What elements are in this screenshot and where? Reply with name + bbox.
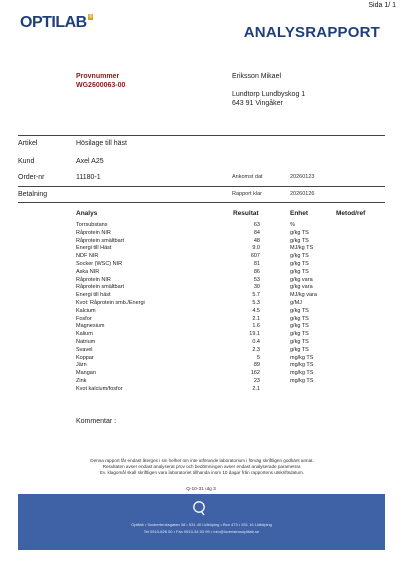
form-code: Q-10-31 utg 3	[186, 487, 216, 492]
analysis-unit: g/kg TS	[290, 323, 309, 330]
table-row	[0, 284, 402, 291]
analysis-name: Zink	[76, 378, 87, 384]
analysis-name: Energi till häst	[76, 292, 111, 299]
disclaimer-line: Resultaten avser endast analyserat prov och bedömningen avser endast analyserade parametrar.	[102, 464, 302, 469]
table-row	[0, 230, 402, 237]
rapport-klar-label: Rapport klar	[232, 191, 262, 197]
analysis-unit: g/kg TS	[290, 307, 309, 314]
column-header-metod: Metod/ref	[336, 210, 366, 217]
analysis-result: 5.7	[252, 292, 260, 299]
analysis-result: 9.0	[252, 245, 260, 252]
analysis-unit: g/kg TS	[290, 331, 309, 338]
comment-label: Kommentar :	[76, 418, 117, 425]
order-label: Order-nr	[18, 174, 45, 181]
analysis-name: Svavel	[76, 346, 93, 353]
table-row	[0, 261, 402, 268]
disclaimer-line: Denna rapport får endast återges i sin helhet om inte utförande laboratorium i förväg skriftligen godkänt annat.	[90, 458, 314, 463]
analysis-name: Råprotein smältbart	[76, 237, 124, 244]
column-header-analys: Analys	[76, 210, 98, 217]
analysis-unit: mg/kg TS	[290, 378, 314, 384]
table-row	[0, 292, 402, 299]
table-row	[0, 331, 402, 338]
column-header-resultat: Resultat	[233, 210, 259, 217]
analysis-result: 63	[253, 222, 260, 228]
analysis-result: 48	[253, 237, 260, 244]
analysis-result: 84	[253, 229, 260, 236]
analysis-unit: mg/kg TS	[290, 370, 314, 377]
analysis-result: 23	[253, 378, 260, 384]
analysis-unit: %	[290, 222, 295, 228]
analysis-name: Järn	[76, 362, 87, 369]
analysis-unit: g/kg TS	[290, 253, 309, 260]
customer-name: Eriksson Mikael	[232, 73, 282, 80]
table-row	[0, 269, 402, 276]
analysis-name: Råprotein smältbart	[76, 284, 124, 291]
table-row	[0, 339, 402, 346]
analysis-name: Aska NIR	[76, 268, 100, 275]
table-row	[0, 378, 402, 385]
analysis-result: 89	[253, 362, 260, 369]
optilab-logo	[20, 14, 93, 32]
table-row	[0, 238, 402, 245]
analysis-unit: mg/kg TS	[290, 362, 314, 369]
analysis-result: 53	[253, 276, 260, 283]
kund-label: Kund	[18, 158, 35, 165]
kund-value: Axel A25	[76, 158, 104, 165]
analysis-name: NDF NIR	[76, 253, 99, 260]
table-row	[0, 316, 402, 323]
table-row	[0, 222, 402, 229]
analysis-name: Magnesium	[76, 323, 105, 330]
analysis-result: 2.1	[252, 315, 260, 322]
analysis-unit: mg/kg TS	[290, 354, 314, 361]
order-value: 11180-1	[76, 174, 101, 181]
table-row	[0, 277, 402, 284]
divider	[18, 135, 385, 136]
analysis-name: Fosfor	[76, 315, 92, 322]
analysis-result: 5	[256, 354, 260, 361]
customer-address-line2: 643 91 Vingåker	[232, 100, 283, 107]
analysis-name: Kvot: Råprotein smb./Energi	[76, 300, 145, 306]
analysis-unit: g/kg TS	[290, 237, 309, 244]
analysis-result: 19.1	[249, 331, 260, 338]
artikel-label: Artikel	[18, 140, 38, 147]
ankomst-value: 20260123	[290, 174, 315, 180]
table-row	[0, 245, 402, 252]
footer-contact: Tel 0510-826 00 • Fax 0510-34 53 99 • info@lovenstrosoptilab.se	[143, 529, 260, 534]
divider	[18, 186, 385, 187]
artikel-value: Hösilage till häst	[76, 140, 127, 147]
analysis-result: 2.1	[252, 385, 260, 392]
analysis-result: 30	[253, 284, 260, 291]
analysis-result: 4.5	[252, 307, 260, 314]
rapport-klar-value: 20260126	[290, 191, 315, 197]
analysis-name: Torrsubstans	[76, 222, 108, 228]
analysis-name: Mangan	[76, 370, 96, 377]
analysis-name: Energi till Häst	[76, 245, 112, 252]
table-row	[0, 386, 402, 393]
analysis-unit: MJ/kg vara	[290, 292, 317, 299]
page-number: Sida 1/ 1	[368, 2, 396, 9]
table-row	[0, 347, 402, 354]
analysis-unit: g/kg TS	[290, 268, 309, 275]
logo-mark: ®	[88, 14, 93, 20]
table-row	[0, 300, 402, 307]
table-row	[0, 362, 402, 369]
customer-address-line1: Lundtorp Lundbyskog 1	[232, 91, 306, 98]
analysis-unit: g/MJ	[290, 300, 302, 306]
analysis-result: 5.3	[252, 300, 260, 306]
betalning-label: Betalning	[18, 191, 48, 198]
analysis-unit: g/kg TS	[290, 261, 309, 267]
analysis-result: 162	[250, 370, 260, 377]
disclaimer-line: Ev. klagomål skall skriftligen vara laboratoriet tillhanda inom 10 dagar från rapportens utskriftsdatum.	[99, 470, 305, 475]
table-row	[0, 253, 402, 260]
analysis-name: Kalium	[76, 331, 93, 338]
table-row	[0, 323, 402, 330]
analysis-name: Råprotein NIR	[76, 229, 111, 236]
analysis-name: Koppar	[76, 354, 94, 361]
table-row	[0, 370, 402, 377]
divider	[18, 202, 385, 203]
analysis-name: Kalcium	[76, 307, 96, 314]
table-row	[0, 355, 402, 362]
column-header-enhet: Enhet	[290, 210, 309, 217]
table-row	[0, 308, 402, 315]
sample-number-label: Provnummer	[76, 73, 120, 80]
sample-number-value: WG2600063-00	[76, 82, 126, 89]
footer-address: Optilab • Sockerbruksgatan 38 • 531 40 Lidköping • Box 473 • 531 16 Lidköping	[131, 522, 272, 527]
analysis-unit: g/kg vara	[290, 284, 313, 291]
analysis-result: 86	[253, 268, 260, 275]
analysis-result: 0.4	[252, 339, 260, 345]
analysis-name: Kvot kalcium/fosfor	[76, 385, 123, 392]
report-title: ANALYSRAPPORT	[243, 24, 380, 41]
analysis-unit: MJ/kg TS	[290, 245, 314, 252]
analysis-result: 607	[250, 253, 260, 260]
analysis-name: Råprotein NIR	[76, 276, 111, 283]
analysis-result: 2.3	[252, 346, 260, 353]
analysis-unit: g/kg TS	[290, 339, 309, 345]
analysis-name: Natrium	[76, 339, 96, 345]
analysis-unit: g/kg vara	[290, 276, 313, 283]
analysis-result: 1.6	[252, 323, 260, 330]
analysis-unit: g/kg TS	[290, 315, 309, 322]
analysis-unit: g/kg TS	[290, 229, 309, 236]
analysis-result: 81	[253, 261, 260, 267]
optilab-drop-icon	[192, 500, 206, 516]
analysis-unit: g/kg TS	[290, 346, 309, 353]
analysis-name: Socker (WSC) NIR	[76, 261, 123, 267]
logo-text: OPTILAB	[20, 14, 87, 31]
ankomst-label: Ankomst dat	[232, 174, 263, 180]
